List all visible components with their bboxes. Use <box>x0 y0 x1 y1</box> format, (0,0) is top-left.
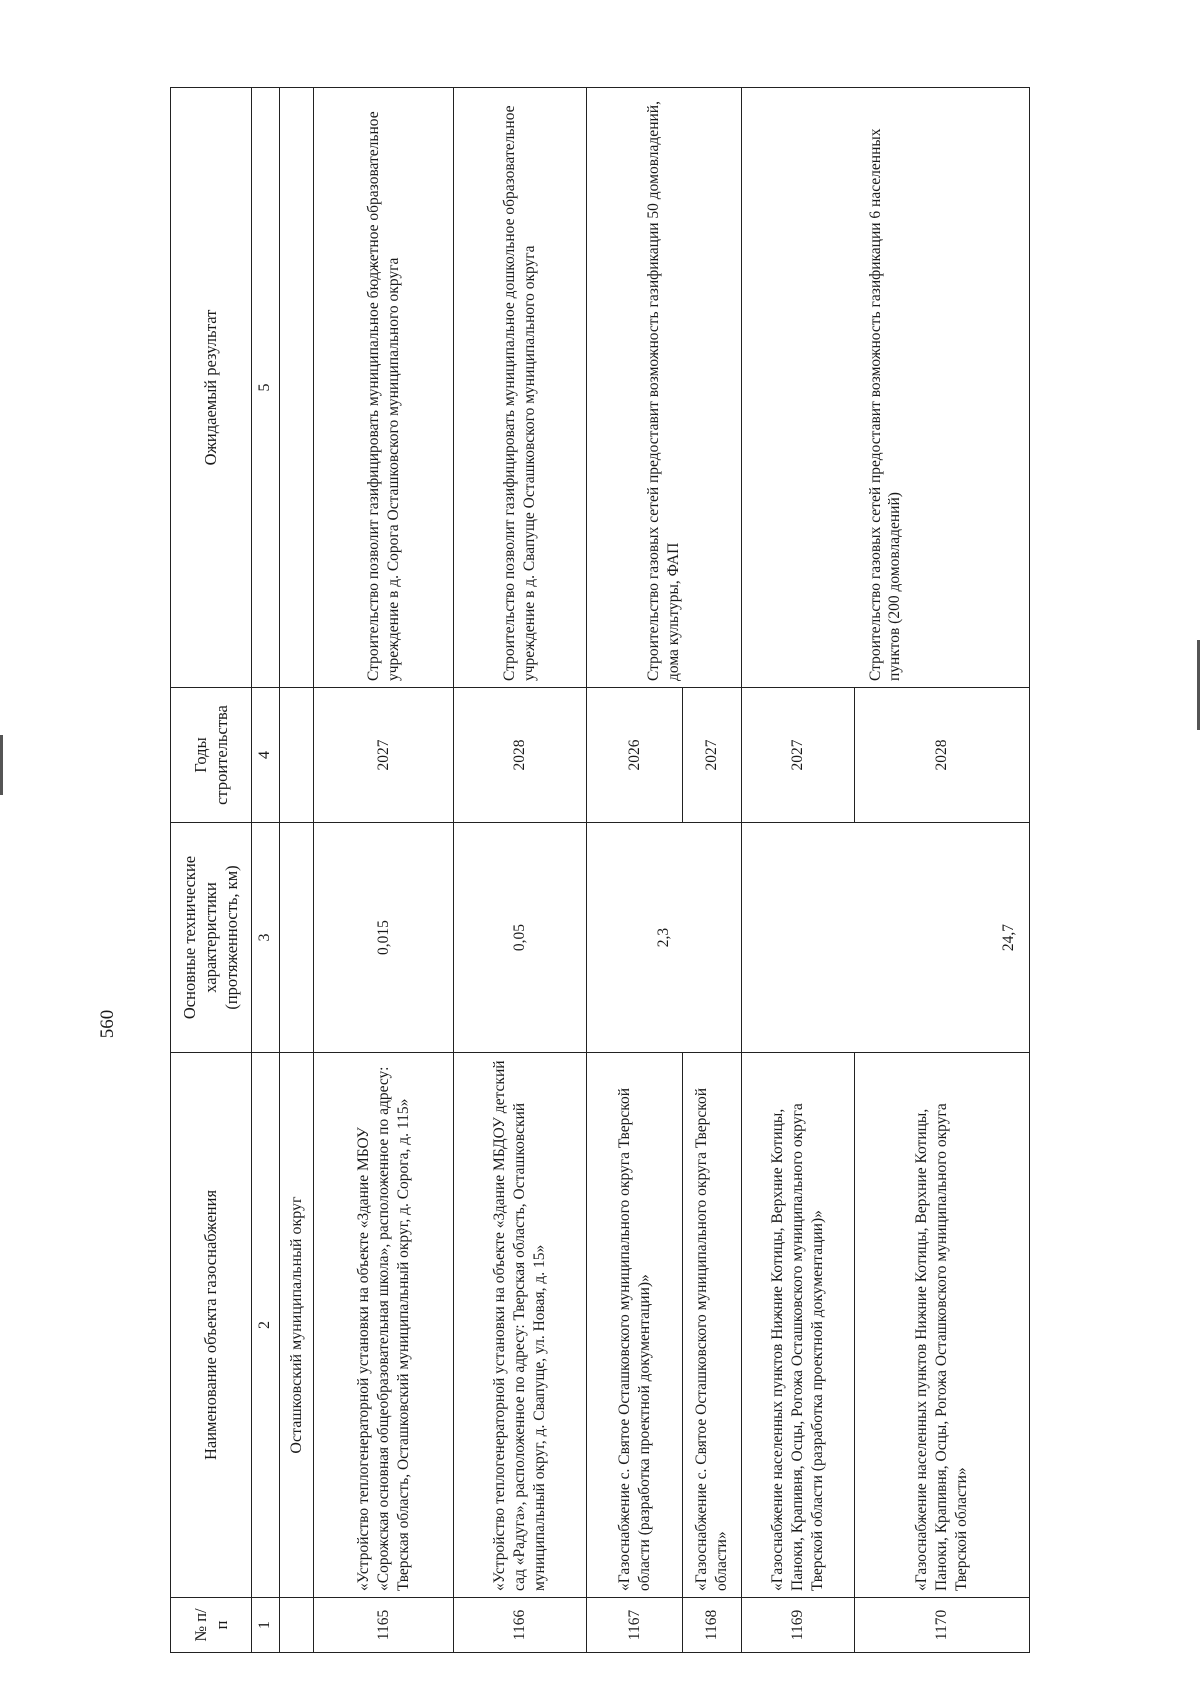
expected-result: Строительство позволит газифицировать муниципальное бюджетное образовательное учреждение в д. Сорога Осташковского муниципального округа <box>314 88 453 688</box>
column-index: 1 <box>251 1598 279 1653</box>
section-row <box>280 88 314 1653</box>
length-value: 24,7 <box>741 823 1029 1053</box>
page-number: 560 <box>97 1009 118 1039</box>
scan-edge-mark <box>0 735 3 795</box>
header-num: № п/п <box>171 1598 252 1653</box>
object-name: «Устройство теплогенераторной установки на объекте «Здание МБДОУ детский сад «Радуга», расположенное по адресу: Тверская область, Осташковский муниципальный округ, д. Свапуще, ул. Новая, д. 15» <box>453 1053 586 1598</box>
table-row <box>453 88 586 1653</box>
table-row <box>314 88 453 1653</box>
table-row <box>741 88 854 1653</box>
object-name: «Газоснабжение с. Святое Осташковского муниципального округа Тверской области» <box>683 1053 742 1598</box>
section-spacer <box>280 688 314 823</box>
construction-years: 2027 <box>314 688 453 823</box>
expected-result: Строительство газовых сетей предоставит возможность газификации 6 населенных пунктов (200 домовладений) <box>741 88 1029 688</box>
row-number: 1166 <box>453 1598 586 1653</box>
section-spacer <box>280 1598 314 1653</box>
row-number: 1170 <box>855 1598 1030 1653</box>
construction-years: 2027 <box>741 688 854 823</box>
gas-supply-table <box>170 87 1030 1653</box>
construction-years: 2026 <box>587 688 683 823</box>
section-title: Осташковский муниципальный округ <box>280 1053 314 1598</box>
column-index: 5 <box>251 88 279 688</box>
header-row <box>171 88 252 1653</box>
construction-years: 2028 <box>855 688 1030 823</box>
object-name: «Устройство теплогенераторной установки на объекте «Здание МБОУ «Сорожская основная общеобразовательная школа», расположенное по адресу: Тверская область, Осташковский муниципальный округ, д. Сорога, д. 115» <box>314 1053 453 1598</box>
length-value: 0,015 <box>314 823 453 1053</box>
column-index: 4 <box>251 688 279 823</box>
object-name: «Газоснабжение населенных пунктов Нижние Котицы, Верхние Котицы, Паноки, Крапивня, Осцы, Рогожа Осташковского муниципального округа Тверской области» <box>855 1053 1030 1598</box>
expected-result: Строительство газовых сетей предоставит возможность газификации 50 домовладений, дома культуры, ФАП <box>587 88 742 688</box>
object-name: «Газоснабжение с. Святое Осташковского муниципального округа Тверской области (разработка проектной документации)» <box>587 1053 683 1598</box>
header-result: Ожидаемый результат <box>171 88 252 688</box>
row-number: 1167 <box>587 1598 683 1653</box>
construction-years: 2027 <box>683 688 742 823</box>
table-row <box>587 88 683 1653</box>
column-index: 2 <box>251 1053 279 1598</box>
object-name: «Газоснабжение населенных пунктов Нижние Котицы, Верхние Котицы, Паноки, Крапивня, Осцы, Рогожа Осташковского муниципального округа Тверской области (разработка проектной документации)» <box>741 1053 854 1598</box>
row-number: 1165 <box>314 1598 453 1653</box>
column-index: 3 <box>251 823 279 1053</box>
header-name: Наименование объекта газоснабжения <box>171 1053 252 1598</box>
header-length: Основные технические характеристики (протяженность, км) <box>171 823 252 1053</box>
row-number: 1168 <box>683 1598 742 1653</box>
rotated-table-wrapper <box>170 88 1030 1653</box>
row-number: 1169 <box>741 1598 854 1653</box>
column-index-row <box>251 88 279 1653</box>
expected-result: Строительство позволит газифицировать муниципальное дошкольное образовательное учреждение в д. Свапуще Осташковского муниципального округа <box>453 88 586 688</box>
section-spacer <box>280 88 314 688</box>
header-years: Годы строительства <box>171 688 252 823</box>
section-spacer <box>280 823 314 1053</box>
length-value: 2,3 <box>587 823 742 1053</box>
length-value: 0,05 <box>453 823 586 1053</box>
construction-years: 2028 <box>453 688 586 823</box>
